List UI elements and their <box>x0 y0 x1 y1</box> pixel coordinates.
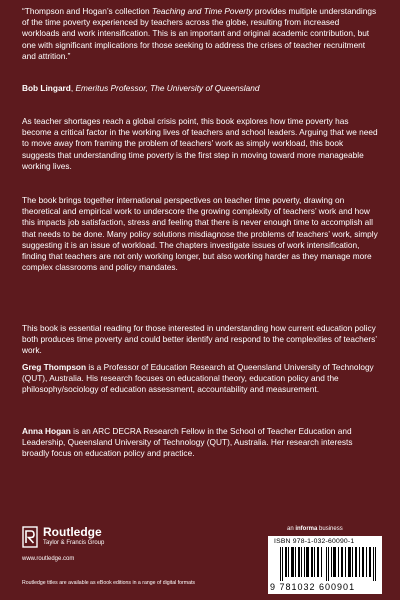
publisher-name: Routledge <box>43 525 102 539</box>
quote-book-title: Teaching and Time Poverty <box>151 6 253 16</box>
blurb-closing-paragraph: This book is essential reading for those interested in understanding how current education policy both produces time poverty and could better identify and respond to the complexities of teachers’ work. <box>22 323 377 356</box>
publisher-group: Taylor & Francis Group <box>43 540 105 546</box>
quote-text-start: “Thompson and Hogan’s collection <box>22 6 152 16</box>
quote-text-end: provides multiple understandings of the time poverty experienced by teachers across the globe, resulting from increased workloads and work intensification. This is an important and original academic contribution, but one with significant implications for those seeking to address the crises of teacher recruitment and attrition.” <box>22 6 377 61</box>
isbn-barcode-box <box>268 536 382 594</box>
imprint-prefix: an <box>287 526 296 532</box>
author-bio-text: is an ARC DECRA Research Fellow in the School of Teacher Education and Leadership, Queensland University of Technology (QUT), Australia. Her research interests broadly focus on education policy and practice. <box>22 426 353 459</box>
blurb-body-paragraph: The book brings together international perspectives on teacher time poverty, drawing on theoretical and empirical work to underscore the growing complexity of teachers’ work and how this impacts job satisfaction, stress and feeling that there is never enough time to accomplish all that needs to be done. Many policy solutions misdiagnose the problems of teachers’ work, simply suggesting it is an issue of workload. The chapters investigate issues of work intensification, finding that teachers are not only working longer, but also working harder as they manage more complex classrooms and policy mandates. <box>22 195 378 273</box>
author-bio-anna-hogan <box>22 426 378 460</box>
endorser-name: Bob Lingard <box>22 83 71 93</box>
imprint-suffix: business <box>317 526 343 532</box>
barcode-digits: 9 781032 600901 <box>270 582 356 592</box>
imprint-brand: informa <box>295 526 318 532</box>
ebook-availability-note: Routledge titles are available as eBook editions in a range of digital formats <box>22 580 196 586</box>
routledge-logo <box>22 526 104 548</box>
informa-imprint <box>287 526 343 532</box>
publisher-website: www.routledge.com <box>22 556 75 562</box>
blurb-intro-paragraph: As teacher shortages reach a global crisis point, this book explores how time poverty has become a critical factor in the working lives of teachers and school leaders. Arguing that we need to move away from framing the problem of teachers’ work as simply workload, this book suggests that understanding time poverty is the first step in moving toward more manageable working lives. <box>22 116 378 171</box>
author-bio-greg-thompson <box>22 362 378 396</box>
isbn-label: ISBN 978-1-032-60090-1 <box>274 538 355 545</box>
author-name: Anna Hogan <box>22 426 71 436</box>
endorsement-quote <box>22 6 378 62</box>
endorser-attribution <box>22 83 378 94</box>
endorser-separator: , <box>70 83 76 93</box>
routledge-emblem-icon <box>22 526 38 548</box>
barcode-icon <box>280 547 376 581</box>
author-name: Greg Thompson <box>22 362 87 372</box>
endorser-affiliation: Emeritus Professor, The University of Queensland <box>75 83 260 93</box>
author-bio-text: is a Professor of Education Research at Queensland University of Technology (QUT), Australia. His research focuses on educational theory, education policy and the philosophy/sociology of education assessment, accountability and measurement. <box>22 362 374 395</box>
